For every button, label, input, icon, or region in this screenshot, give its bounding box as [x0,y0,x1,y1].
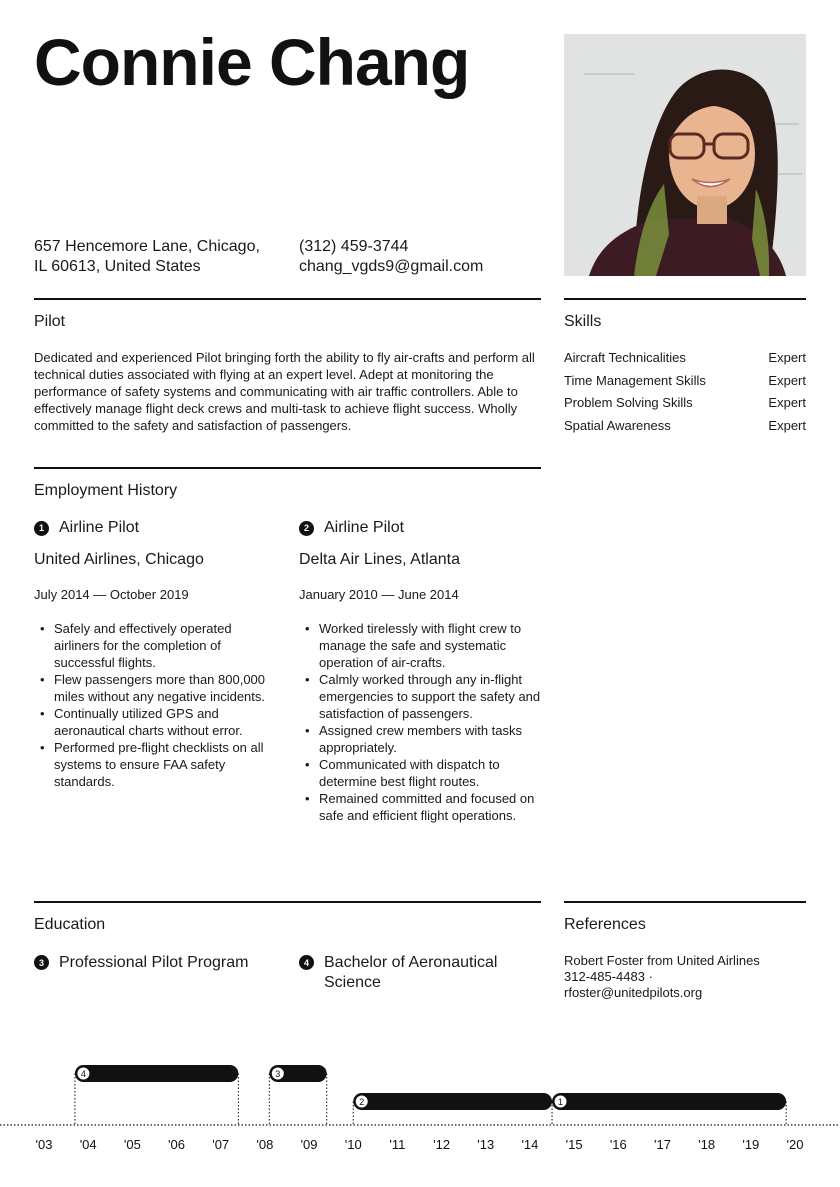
reference-email[interactable]: rfoster@unitedpilots.org [564,985,703,1000]
timeline-bar-label: 1 [558,1097,564,1107]
section-divider [564,298,806,300]
candidate-name: Connie Chang [34,25,470,99]
skill-name: Spatial Awareness [564,417,671,433]
education-item-1 [34,953,284,973]
timeline-tick-label: '20 [786,1137,804,1152]
timeline-tick-label: '14 [521,1137,539,1152]
list-item: • Flew passengers more than 800,000 miles without any negative incidents. [34,671,274,705]
education-number-badge: 4 [299,955,314,970]
timeline-tick-label: '11 [389,1137,406,1152]
education-name: Bachelor of Aeronautical Science [324,954,498,991]
timeline-tick-label: '13 [477,1137,495,1152]
job-number-badge: 1 [34,521,49,536]
section-divider [34,901,541,903]
skill-row [564,349,806,372]
timeline-tick-label: '15 [565,1137,583,1152]
job-title-2 [299,518,404,538]
job-dates-2: January 2010 — June 2014 [299,587,459,602]
education-number-badge: 3 [34,955,49,970]
education-name: Professional Pilot Program [59,954,249,971]
skill-level: Expert [768,417,806,433]
timeline-tick-label: '17 [653,1137,671,1152]
list-item: • Worked tirelessly with flight crew to manage the safe and systematic operation of air-crafts. [299,620,544,671]
job-company-1: United Airlines, Chicago [34,551,204,568]
list-item: • Performed pre-flight checklists on all systems to ensure FAA safety standards. [34,739,274,790]
contact-block [299,237,483,277]
timeline-tick-label: '16 [609,1137,627,1152]
timeline-tick-label: '10 [344,1137,362,1152]
skill-level: Expert [768,395,806,410]
reference-name: Robert Foster from United Airlines [564,953,760,968]
address-line-1: 657 Hencemore Lane, Chicago, [34,238,260,255]
job-title-1 [34,518,139,538]
section-divider [564,901,806,903]
timeline-bar [552,1093,786,1110]
job-bullets-2 [299,620,544,824]
phone-number[interactable]: (312) 459-3744 [299,238,409,255]
timeline-tick-label: '06 [168,1137,186,1152]
list-item: • Communicated with dispatch to determine best flight routes. [299,756,544,790]
timeline-tick-label: '03 [35,1137,53,1152]
timeline-tick-label: '19 [742,1137,760,1152]
section-divider [34,467,541,469]
skill-row [564,372,806,395]
timeline-tick-label: '18 [698,1137,716,1152]
timeline-bar-label: 4 [80,1069,86,1079]
profile-photo [564,34,806,276]
job-company-2: Delta Air Lines, Atlanta [299,551,460,568]
address-block [34,237,260,277]
job-dates-1: July 2014 — October 2019 [34,587,189,602]
reference-phone: 312-485-4483 · [564,969,653,984]
education-item-2 [299,953,539,993]
list-item: • Calmly worked through any in-flight emergencies to support the safety and satisfaction of passengers. [299,671,544,722]
skill-level: Expert [768,372,806,388]
job-bullets-1 [34,620,274,790]
skill-name: Time Management Skills [564,372,706,388]
list-item: • Safely and effectively operated airliners for the completion of successful flights. [34,620,274,671]
timeline-bar-label: 2 [359,1097,365,1107]
timeline-bar [75,1065,238,1082]
list-item: • Continually utilized GPS and aeronautical charts without error. [34,705,274,739]
list-item: • Assigned crew members with tasks appropriately. [299,722,544,756]
career-timeline [0,1040,840,1170]
skills-list [564,349,806,439]
timeline-tick-label: '09 [300,1137,318,1152]
timeline-tick-label: '05 [123,1137,141,1152]
portrait-illustration [564,34,806,276]
address-line-2: IL 60613, United States [34,258,201,275]
timeline-tick-label: '08 [256,1137,274,1152]
timeline-tick-label: '07 [212,1137,230,1152]
job-number-badge: 2 [299,521,314,536]
job-title-text: Airline Pilot [59,519,140,536]
education-title: Education [34,916,106,933]
references-block [564,953,806,1001]
timeline-tick-label: '12 [433,1137,451,1152]
timeline-bar-label: 3 [275,1069,281,1079]
skill-row [564,394,806,417]
email-address[interactable]: chang_vgds9@gmail.com [299,258,484,275]
profile-title: Pilot [34,313,66,330]
skill-row [564,417,806,440]
timeline-tick-label: '04 [79,1137,97,1152]
employment-title: Employment History [34,482,178,499]
job-title-text: Airline Pilot [324,519,405,536]
references-title: References [564,916,646,933]
skills-title: Skills [564,313,602,330]
section-divider [34,298,541,300]
skill-name: Problem Solving Skills [564,395,693,410]
skill-name: Aircraft Technicalities [564,350,686,365]
skill-level: Expert [768,350,806,365]
timeline-bar [353,1093,552,1110]
profile-summary: Dedicated and experienced Pilot bringing forth the ability to fly air-crafts and perform all technical duties associated with flying at an expert level. Adept at monitoring the performance of safety systems and communicating with air traffic controllers. Able to effectively manage flight deck crews and multi-task to achieve flight success. Wholly committed to the safety and satisfaction of passengers. [34,350,535,433]
list-item: • Remained committed and focused on safe and efficient flight operations. [299,790,544,824]
